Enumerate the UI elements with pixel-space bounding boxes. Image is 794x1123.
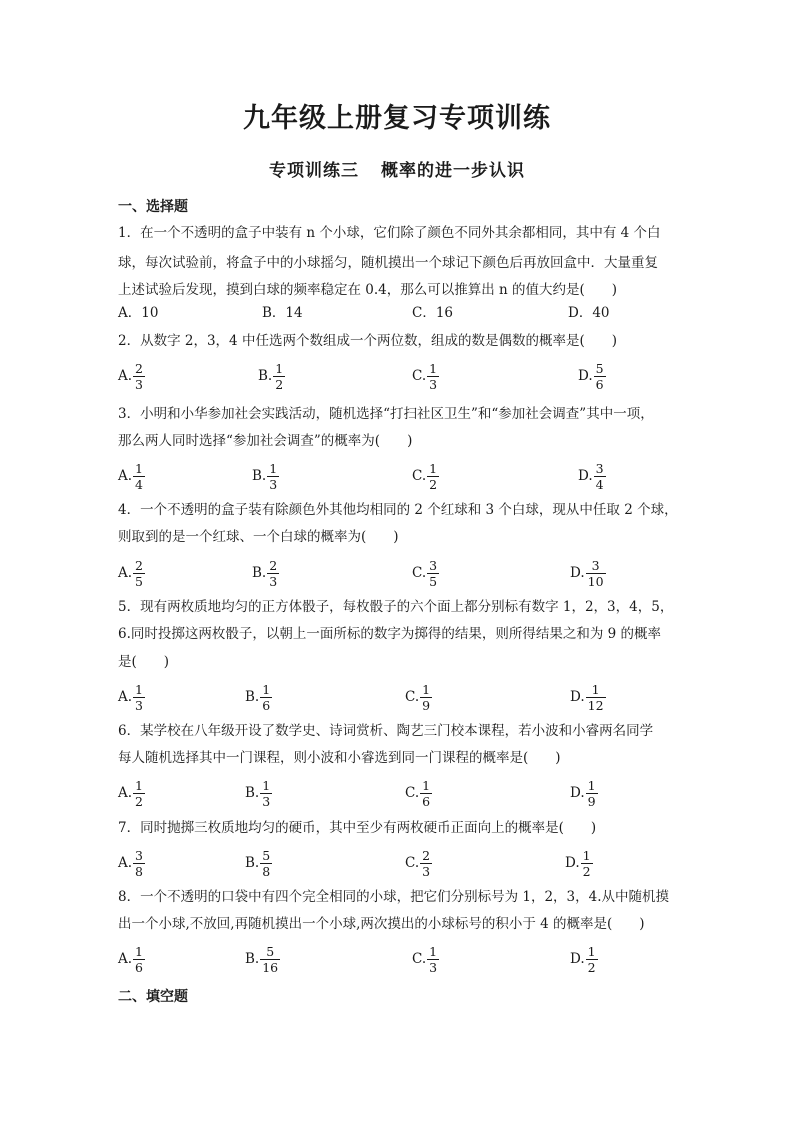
fraction-denominator: 3 bbox=[135, 697, 143, 713]
question-5-options bbox=[0, 677, 794, 717]
option-label: D. bbox=[570, 785, 585, 801]
fraction-numerator: 1 bbox=[422, 777, 431, 793]
fraction bbox=[133, 361, 145, 392]
fraction bbox=[420, 778, 432, 809]
question-4-line-1: 4．一个不透明的盒子装有除颜色外其他均相同的 2 个红球和 3 个白球，现从中任取 2 个球， bbox=[118, 502, 678, 518]
question-3-line-1: 3．小明和小华参加社会实践活动，随机选择“打扫社区卫生”和“参加社会调查”其中一项， bbox=[118, 406, 654, 422]
question-3-option-c[interactable] bbox=[412, 456, 439, 496]
question-5-line-2: 6.同时投掷这两枚骰子，以朝上一面所标的数字为掷得的结果，则所得结果之和为 9 的概率 bbox=[118, 626, 662, 642]
fraction-numerator: 1 bbox=[591, 681, 600, 697]
fraction bbox=[260, 848, 272, 879]
option-label: A. bbox=[118, 855, 133, 871]
option-label: A. bbox=[118, 785, 133, 801]
question-5-option-a[interactable] bbox=[118, 677, 145, 717]
fraction-denominator: 3 bbox=[429, 376, 438, 392]
question-5-option-d[interactable] bbox=[570, 677, 606, 717]
fraction-denominator: 2 bbox=[275, 376, 284, 392]
question-1-option-a[interactable]: A．10 bbox=[118, 305, 159, 321]
question-1-line-3: 上述试验后发现，摸到白球的频率稳定在 0.4，那么可以推算出 n 的值大约是( ) bbox=[118, 282, 618, 298]
fraction-numerator: 2 bbox=[422, 847, 431, 863]
question-7-option-c[interactable] bbox=[405, 843, 432, 883]
question-2-options bbox=[0, 356, 794, 396]
question-7-option-b[interactable] bbox=[245, 843, 272, 883]
fraction-numerator: 1 bbox=[135, 777, 143, 793]
question-7-option-d[interactable] bbox=[565, 843, 593, 883]
question-1-line-2: 球，每次试验前，将盒子中的小球摇匀，随机摸出一个球记下颜色后再放回盒中．大量重复 bbox=[118, 255, 658, 271]
fraction-denominator: 5 bbox=[135, 573, 143, 589]
fraction-denominator: 3 bbox=[135, 376, 143, 392]
option-label: B. bbox=[252, 468, 267, 484]
question-5-option-c[interactable] bbox=[405, 677, 432, 717]
fraction-numerator: 2 bbox=[269, 557, 278, 573]
fraction-numerator: 1 bbox=[429, 460, 438, 476]
fraction-numerator: 1 bbox=[429, 943, 438, 959]
question-1-option-d[interactable]: D．40 bbox=[568, 305, 610, 321]
question-8-option-a[interactable] bbox=[118, 939, 145, 979]
fraction bbox=[133, 944, 145, 975]
fraction bbox=[594, 461, 606, 492]
option-label: B. bbox=[245, 855, 260, 871]
option-label: B. bbox=[258, 368, 273, 384]
question-2-option-d[interactable] bbox=[578, 356, 606, 396]
question-5-line-3: 是( ) bbox=[118, 654, 170, 670]
question-1-option-c[interactable]: C．16 bbox=[412, 305, 454, 321]
question-4-option-b[interactable] bbox=[252, 553, 279, 593]
question-2-option-c[interactable] bbox=[412, 356, 439, 396]
fraction-numerator: 3 bbox=[429, 557, 438, 573]
fraction-denominator: 2 bbox=[135, 793, 143, 809]
fraction bbox=[427, 361, 439, 392]
fraction bbox=[581, 848, 593, 879]
fraction-numerator: 1 bbox=[422, 681, 431, 697]
fraction-denominator: 3 bbox=[429, 959, 438, 975]
question-2-option-b[interactable] bbox=[258, 356, 285, 396]
option-label: A. bbox=[118, 368, 133, 384]
fraction bbox=[427, 461, 439, 492]
fraction-denominator: 10 bbox=[587, 573, 604, 589]
fraction-denominator: 6 bbox=[262, 697, 271, 713]
question-4-line-2: 则取到的是一个红球、一个白球的概率为( ) bbox=[118, 529, 399, 545]
fraction-denominator: 4 bbox=[135, 476, 143, 492]
question-8-option-b[interactable] bbox=[245, 939, 280, 979]
fraction-denominator: 4 bbox=[595, 476, 604, 492]
option-label: C. bbox=[412, 951, 427, 967]
question-8-line-1: 8．一个不透明的口袋中有四个完全相同的小球，把它们分别标号为 1，2，3，4.从中随机摸 bbox=[118, 889, 670, 905]
fraction-denominator: 8 bbox=[262, 863, 271, 879]
fraction bbox=[267, 461, 279, 492]
question-7-options bbox=[0, 843, 794, 883]
fraction-numerator: 1 bbox=[135, 460, 143, 476]
option-label: D. bbox=[570, 951, 585, 967]
fraction-numerator: 5 bbox=[595, 360, 604, 376]
fraction-numerator: 5 bbox=[262, 847, 271, 863]
fraction-numerator: 1 bbox=[582, 847, 591, 863]
fraction-numerator: 5 bbox=[266, 943, 275, 959]
question-3-option-a[interactable] bbox=[118, 456, 145, 496]
option-label: B. bbox=[245, 951, 260, 967]
question-6-option-b[interactable] bbox=[245, 773, 272, 813]
fraction-denominator: 16 bbox=[262, 959, 279, 975]
fraction-denominator: 3 bbox=[269, 476, 278, 492]
fraction bbox=[260, 682, 272, 713]
fraction bbox=[427, 944, 439, 975]
question-3-options bbox=[0, 456, 794, 496]
question-3-option-d[interactable] bbox=[578, 456, 606, 496]
fraction-denominator: 9 bbox=[587, 793, 596, 809]
fraction bbox=[273, 361, 285, 392]
fraction-denominator: 2 bbox=[587, 959, 596, 975]
fraction-denominator: 6 bbox=[422, 793, 431, 809]
option-label: C. bbox=[405, 785, 420, 801]
fraction-denominator: 2 bbox=[429, 476, 438, 492]
question-3-option-b[interactable] bbox=[252, 456, 279, 496]
fraction-numerator: 2 bbox=[135, 360, 143, 376]
fraction-numerator: 3 bbox=[595, 460, 604, 476]
fraction bbox=[586, 558, 606, 589]
fraction bbox=[586, 944, 598, 975]
page-title: 九年级上册复习专项训练 bbox=[243, 103, 551, 134]
question-6-option-c[interactable] bbox=[405, 773, 432, 813]
fraction-numerator: 1 bbox=[429, 360, 438, 376]
option-label: D. bbox=[570, 689, 585, 705]
fraction-numerator: 1 bbox=[269, 460, 278, 476]
question-4-option-c[interactable] bbox=[412, 553, 439, 593]
fraction-denominator: 8 bbox=[135, 863, 143, 879]
question-1-options bbox=[0, 303, 794, 325]
question-4-options bbox=[0, 553, 794, 593]
fraction-denominator: 3 bbox=[262, 793, 271, 809]
option-label: B. bbox=[245, 689, 260, 705]
fraction bbox=[267, 558, 279, 589]
fraction bbox=[260, 778, 272, 809]
question-6-option-d[interactable] bbox=[570, 773, 598, 813]
question-1-option-b[interactable]: B．14 bbox=[262, 305, 303, 321]
fraction-numerator: 1 bbox=[262, 681, 271, 697]
fraction-denominator: 6 bbox=[595, 376, 604, 392]
question-4-option-d[interactable] bbox=[570, 553, 606, 593]
fraction-denominator: 3 bbox=[422, 863, 431, 879]
option-label: C. bbox=[412, 565, 427, 581]
subtitle-topic: 概率的进一步认识 bbox=[381, 161, 525, 181]
question-8-options bbox=[0, 939, 794, 979]
question-6-option-a[interactable] bbox=[118, 773, 145, 813]
fraction bbox=[133, 848, 145, 879]
question-2-line-1: 2．从数字 2，3，4 中任选两个数组成一个两位数，组成的数是偶数的概率是( ) bbox=[118, 333, 617, 349]
fraction bbox=[594, 361, 606, 392]
question-6-options bbox=[0, 773, 794, 813]
subtitle-part: 专项训练三 bbox=[269, 161, 359, 181]
option-label: D. bbox=[570, 565, 585, 581]
fraction-numerator: 3 bbox=[591, 557, 600, 573]
option-label: B. bbox=[245, 785, 260, 801]
fraction-numerator: 1 bbox=[135, 681, 143, 697]
option-label: D. bbox=[565, 855, 580, 871]
option-label: D. bbox=[578, 368, 593, 384]
fraction-numerator: 2 bbox=[135, 557, 143, 573]
question-2-option-a[interactable] bbox=[118, 356, 145, 396]
question-5-line-1: 5．现有两枚质地均匀的正方体骰子，每枚骰子的六个面上都分别标有数字 1，2，3，4，5， bbox=[118, 599, 674, 615]
question-6-line-2: 每人随机选择其中一门课程，则小波和小睿选到同一门课程的概率是( ) bbox=[118, 750, 561, 766]
fraction bbox=[133, 682, 145, 713]
fraction bbox=[420, 682, 432, 713]
fraction-denominator: 2 bbox=[582, 863, 591, 879]
fraction-denominator: 12 bbox=[587, 697, 604, 713]
fraction bbox=[586, 682, 606, 713]
option-label: A. bbox=[118, 689, 133, 705]
option-label: D. bbox=[578, 468, 593, 484]
fraction-denominator: 3 bbox=[269, 573, 278, 589]
question-6-line-1: 6．某学校在八年级开设了数学史、诗词赏析、陶艺三门校本课程，若小波和小睿两名同学 bbox=[118, 723, 654, 739]
fraction-numerator: 1 bbox=[587, 943, 596, 959]
fraction bbox=[586, 778, 598, 809]
question-8-option-c[interactable] bbox=[412, 939, 439, 979]
option-label: A. bbox=[118, 951, 133, 967]
option-label: C. bbox=[412, 368, 427, 384]
question-7-line-1: 7．同时抛掷三枚质地均匀的硬币，其中至少有两枚硬币正面向上的概率是( ) bbox=[118, 820, 597, 836]
fraction-denominator: 9 bbox=[422, 697, 431, 713]
option-label: A. bbox=[118, 468, 133, 484]
fraction-numerator: 1 bbox=[275, 360, 284, 376]
fraction-denominator: 6 bbox=[135, 959, 143, 975]
fraction-numerator: 1 bbox=[587, 777, 596, 793]
fraction-numerator: 1 bbox=[262, 777, 271, 793]
fraction bbox=[133, 461, 145, 492]
question-8-option-d[interactable] bbox=[570, 939, 598, 979]
option-label: A. bbox=[118, 565, 133, 581]
fraction-denominator: 5 bbox=[429, 573, 438, 589]
question-7-option-a[interactable] bbox=[118, 843, 145, 883]
question-8-line-2: 出一个小球,不放回,再随机摸出一个小球,两次摸出的小球标号的积小于 4 的概率是( ) bbox=[118, 916, 645, 932]
section-heading-fill: 二、填空题 bbox=[118, 989, 188, 1005]
section-heading-choice: 一、选择题 bbox=[118, 199, 188, 215]
option-label: B. bbox=[252, 565, 267, 581]
fraction-numerator: 3 bbox=[135, 847, 143, 863]
question-4-option-a[interactable] bbox=[118, 553, 145, 593]
question-1-line-1: 1．在一个不透明的盒子中装有 n 个小球，它们除了颜色不同外其余都相同，其中有 4 个白 bbox=[118, 225, 661, 241]
fraction bbox=[427, 558, 439, 589]
option-label: C. bbox=[405, 855, 420, 871]
option-label: C. bbox=[405, 689, 420, 705]
fraction-numerator: 1 bbox=[135, 943, 143, 959]
option-label: C. bbox=[412, 468, 427, 484]
fraction bbox=[420, 848, 432, 879]
fraction bbox=[133, 778, 145, 809]
fraction bbox=[260, 944, 280, 975]
question-3-line-2: 那么两人同时选择“参加社会调查”的概率为( ) bbox=[118, 433, 413, 449]
page-subtitle bbox=[0, 156, 794, 181]
question-5-option-b[interactable] bbox=[245, 677, 272, 717]
fraction bbox=[133, 558, 145, 589]
